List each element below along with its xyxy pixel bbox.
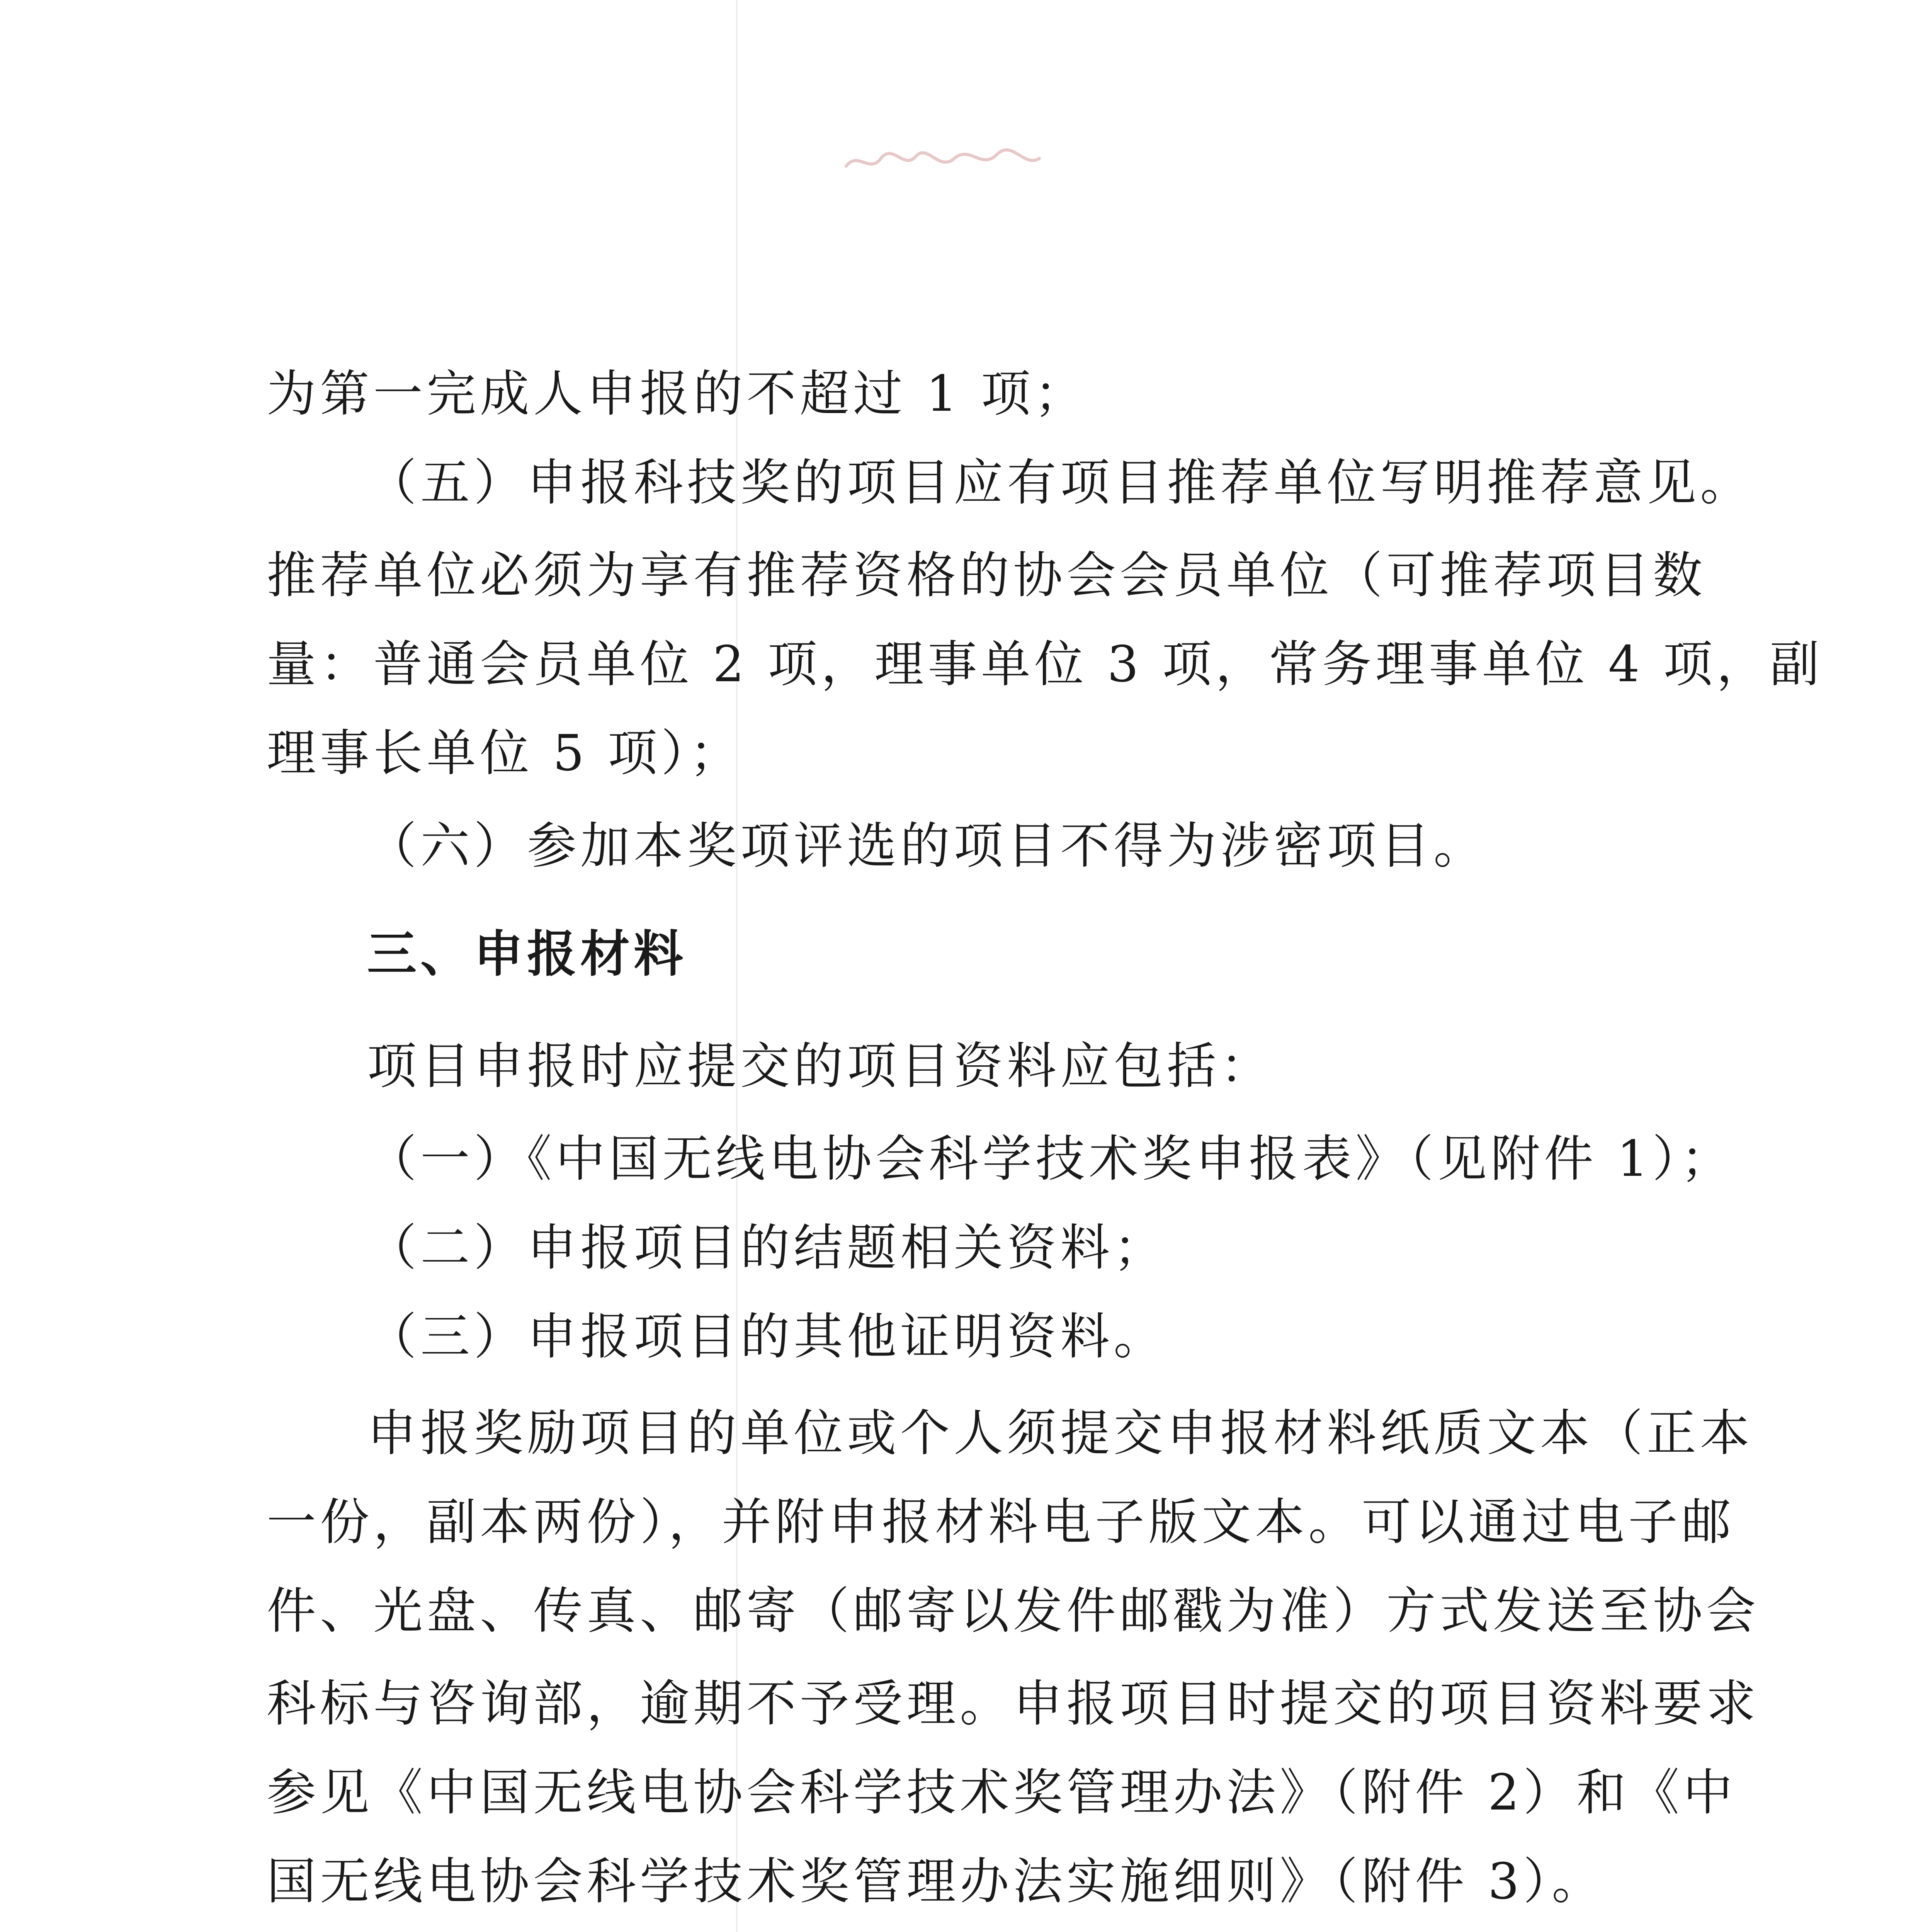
text-line: （六）参加本奖项评选的项目不得为涉密项目。 [367, 817, 1487, 875]
text-line: （五）申报科技奖的项目应有项目推荐单位写明推荐意见。 [367, 454, 1754, 512]
text-line: 推荐单位必须为享有推荐资格的协会会员单位（可推荐项目数 [267, 547, 1707, 604]
text-line: 参见《中国无线电协会科学技术奖管理办法》（附件 2）和《中 [267, 1764, 1737, 1821]
text-line: 国无线电协会科学技术奖管理办法实施细则》（附件 3）。 [267, 1853, 1605, 1910]
text-line: 量：普通会员单位 2 项，理事单位 3 项，常务理事单位 4 项，副 [267, 636, 1823, 693]
text-line: 项目申报时应提交的项目资料应包括： [367, 1037, 1274, 1095]
text-line: 理事长单位 5 项）； [267, 724, 743, 782]
faint-scribble-mark [842, 143, 1043, 178]
text-line: 件、光盘、传真、邮寄（邮寄以发件邮戳为准）方式发送至协会 [267, 1582, 1760, 1640]
section-heading: 三、申报材料 [367, 925, 687, 983]
text-line: 科标与咨询部，逾期不予受理。申报项目时提交的项目资料要求 [267, 1675, 1760, 1733]
text-line: （二）申报项目的结题相关资料； [367, 1219, 1167, 1277]
fold-line [736, 0, 738, 1932]
text-line: （一）《中国无线电协会科学技术奖申报表》（见附件 1）； [367, 1130, 1734, 1188]
text-line: 一份，副本两份），并附申报材料电子版文本。可以通过电子邮 [267, 1493, 1735, 1551]
text-line: （三）申报项目的其他证明资料。 [367, 1308, 1167, 1366]
text-line: 为第一完成人申报的不超过 1 项； [267, 365, 1088, 423]
text-line: 申报奖励项目的单位或个人须提交申报材料纸质文本（正本 [367, 1405, 1754, 1462]
